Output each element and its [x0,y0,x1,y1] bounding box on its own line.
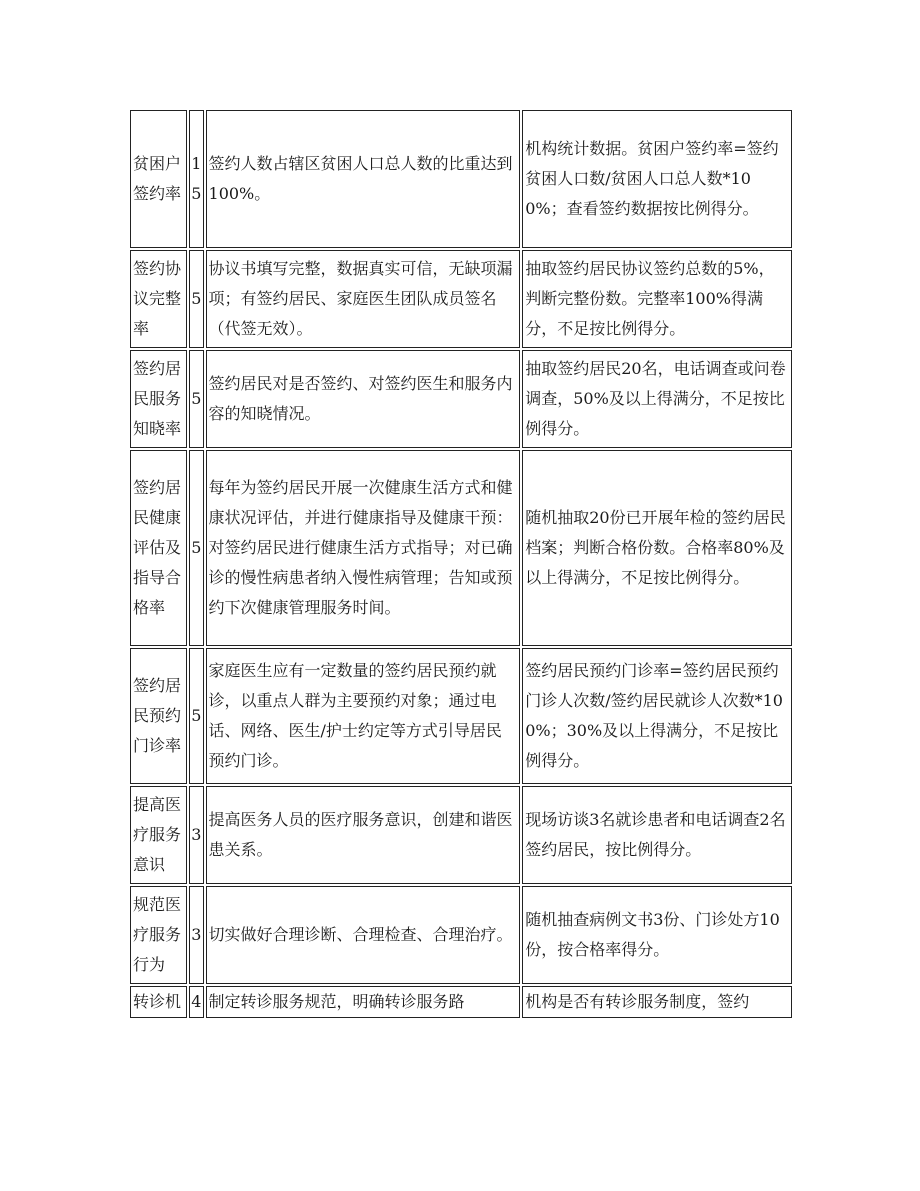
method-cell: 随机抽取20份已开展年检的签约居民档案；判断合格份数。合格率80%及以上得满分，不足按比例得分。 [522,450,792,646]
score-cell: 3 [189,786,203,884]
score-cell: 4 [189,986,203,1018]
score-cell: 5 [189,350,203,448]
standard-cell: 签约居民对是否签约、对签约医生和服务内容的知晓情况。 [206,350,521,448]
method-cell: 抽取签约居民协议签约总数的5%，判断完整份数。完整率100%得满分，不足按比例得分。 [522,250,792,348]
score-cell: 5 [189,250,203,348]
table-row [130,648,792,784]
indicator-cell: 规范医疗服务行为 [130,886,187,984]
indicator-cell: 贫困户签约率 [130,110,187,248]
indicator-cell: 签约居民服务知晓率 [130,350,187,448]
standard-cell: 协议书填写完整，数据真实可信，无缺项漏项；有签约居民、家庭医生团队成员签名（代签无效）。 [206,250,521,348]
method-cell: 现场访谈3名就诊患者和电话调查2名签约居民，按比例得分。 [522,786,792,884]
table-row [130,450,792,646]
table-row [130,250,792,348]
assessment-table [128,108,794,1020]
score-cell: 15 [189,110,203,248]
score-cell: 5 [189,450,203,646]
table-row [130,350,792,448]
standard-cell: 切实做好合理诊断、合理检查、合理治疗。 [206,886,521,984]
standard-cell: 家庭医生应有一定数量的签约居民预约就诊，以重点人群为主要预约对象；通过电话、网络、医生/护士约定等方式引导居民预约门诊。 [206,648,521,784]
standard-cell: 提高医务人员的医疗服务意识，创建和谐医患关系。 [206,786,521,884]
table-row [130,110,792,248]
standard-cell: 签约人数占辖区贫困人口总人数的比重达到100%。 [206,110,521,248]
indicator-cell: 提高医疗服务意识 [130,786,187,884]
table-row [130,886,792,984]
method-cell: 抽取签约居民20名，电话调查或问卷调查，50%及以上得满分，不足按比例得分。 [522,350,792,448]
method-cell: 机构统计数据。贫困户签约率=签约贫困人口数/贫困人口总人数*100%；查看签约数据按比例得分。 [522,110,792,248]
method-cell: 签约居民预约门诊率=签约居民预约门诊人次数/签约居民就诊人次数*100%；30%及以上得满分，不足按比例得分。 [522,648,792,784]
standard-cell: 制定转诊服务规范，明确转诊服务路 [206,986,521,1018]
indicator-cell: 签约协议完整率 [130,250,187,348]
standard-cell: 每年为签约居民开展一次健康生活方式和健康状况评估，并进行健康指导及健康干预：对签约居民进行健康生活方式指导；对已确诊的慢性病患者纳入慢性病管理；告知或预约下次健康管理服务时间。 [206,450,521,646]
score-cell: 5 [189,648,203,784]
method-cell: 机构是否有转诊服务制度，签约 [522,986,792,1018]
indicator-cell: 签约居民预约门诊率 [130,648,187,784]
table-row [130,986,792,1018]
method-cell: 随机抽查病例文书3份、门诊处方10份，按合格率得分。 [522,886,792,984]
indicator-cell: 转诊机 [130,986,187,1018]
indicator-cell: 签约居民健康评估及指导合格率 [130,450,187,646]
table-row [130,786,792,884]
score-cell: 3 [189,886,203,984]
